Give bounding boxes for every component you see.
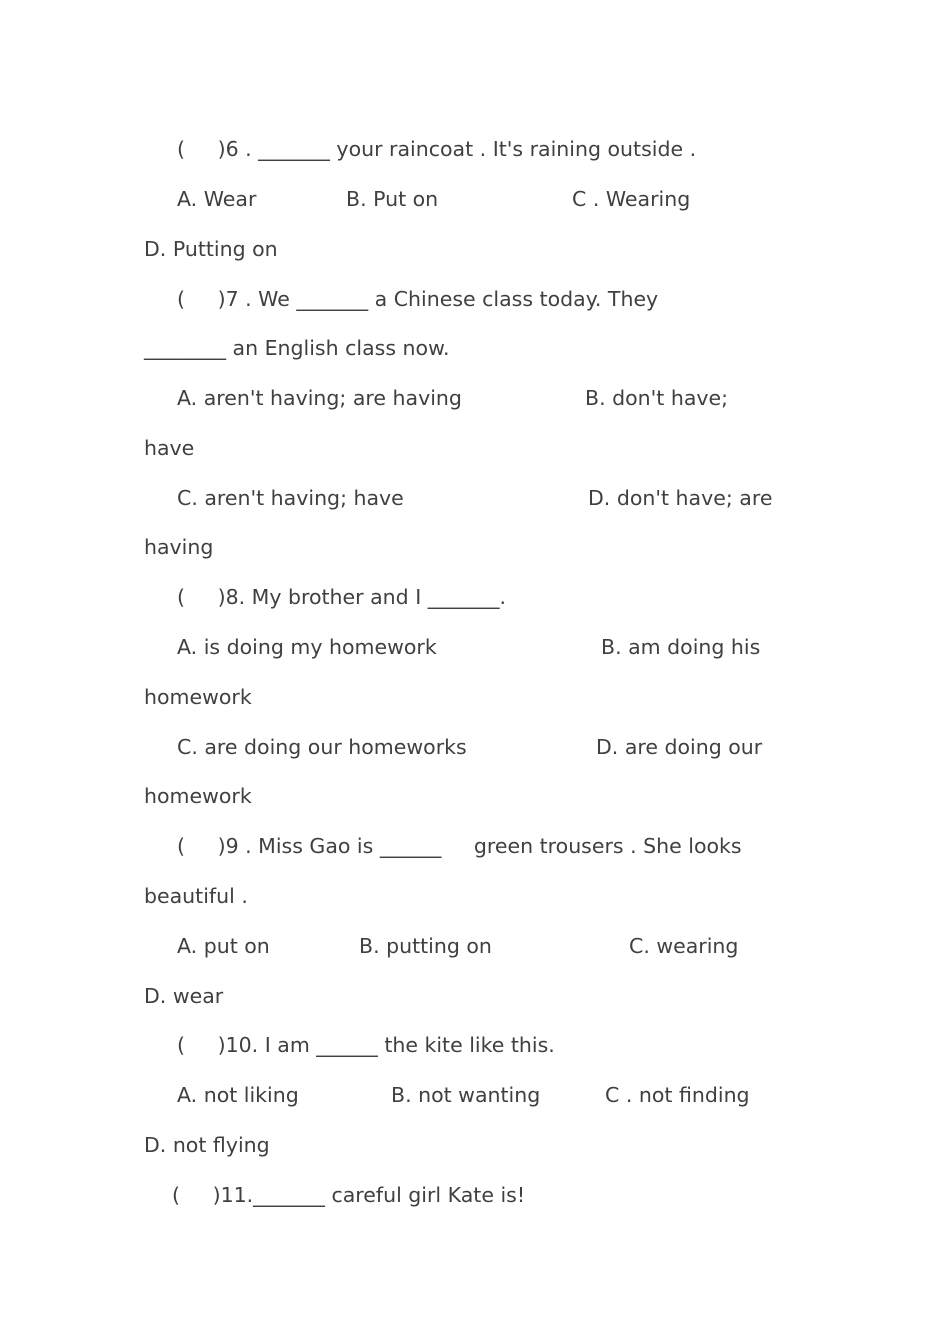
- question-10-stem: ( )10. I am ______ the kite like this.: [177, 1033, 555, 1057]
- question-7-option-d: D. don't have; are: [588, 486, 773, 510]
- question-9-option-b: B. putting on: [359, 934, 492, 958]
- question-7-option-d-continued: having: [144, 535, 214, 559]
- question-6-option-a: A. Wear: [177, 187, 257, 211]
- question-7-stem: ( )7 . We _______ a Chinese class today. They: [177, 287, 659, 311]
- question-8-option-a: A. is doing my homework: [177, 635, 437, 659]
- question-6-option-b: B. Put on: [346, 187, 439, 211]
- question-7-option-b: B. don't have;: [585, 386, 729, 410]
- question-8-stem: ( )8. My brother and I _______.: [177, 585, 507, 609]
- question-7-option-a: A. aren't having; are having: [177, 386, 462, 410]
- question-8-option-b: B. am doing his: [601, 635, 761, 659]
- question-8-option-b-continued: homework: [144, 685, 252, 709]
- question-9-option-a: A. put on: [177, 934, 270, 958]
- question-10-option-d: D. not flying: [144, 1133, 270, 1157]
- question-7-stem-continued: ________ an English class now.: [144, 336, 450, 360]
- question-6-option-c: C . Wearing: [572, 187, 691, 211]
- question-7-option-c: C. aren't having; have: [177, 486, 404, 510]
- question-10-option-b: B. not wanting: [391, 1083, 541, 1107]
- question-9-option-c: C. wearing: [629, 934, 739, 958]
- question-7-option-b-continued: have: [144, 436, 195, 460]
- question-10-option-a: A. not liking: [177, 1083, 299, 1107]
- question-8-option-d: D. are doing our: [596, 735, 763, 759]
- question-8-option-c: C. are doing our homeworks: [177, 735, 467, 759]
- question-8-option-d-continued: homework: [144, 784, 252, 808]
- question-6-stem: ( )6 . _______ your raincoat . It's raining outside .: [177, 137, 697, 161]
- question-9-stem: ( )9 . Miss Gao is ______ green trousers . She looks: [177, 834, 742, 858]
- question-9-option-d: D. wear: [144, 984, 224, 1008]
- question-6-option-d: D. Putting on: [144, 237, 278, 261]
- question-10-option-c: C . not finding: [605, 1083, 750, 1107]
- question-9-stem-continued: beautiful .: [144, 884, 248, 908]
- question-11-stem: ( )11._______ careful girl Kate is!: [172, 1183, 526, 1207]
